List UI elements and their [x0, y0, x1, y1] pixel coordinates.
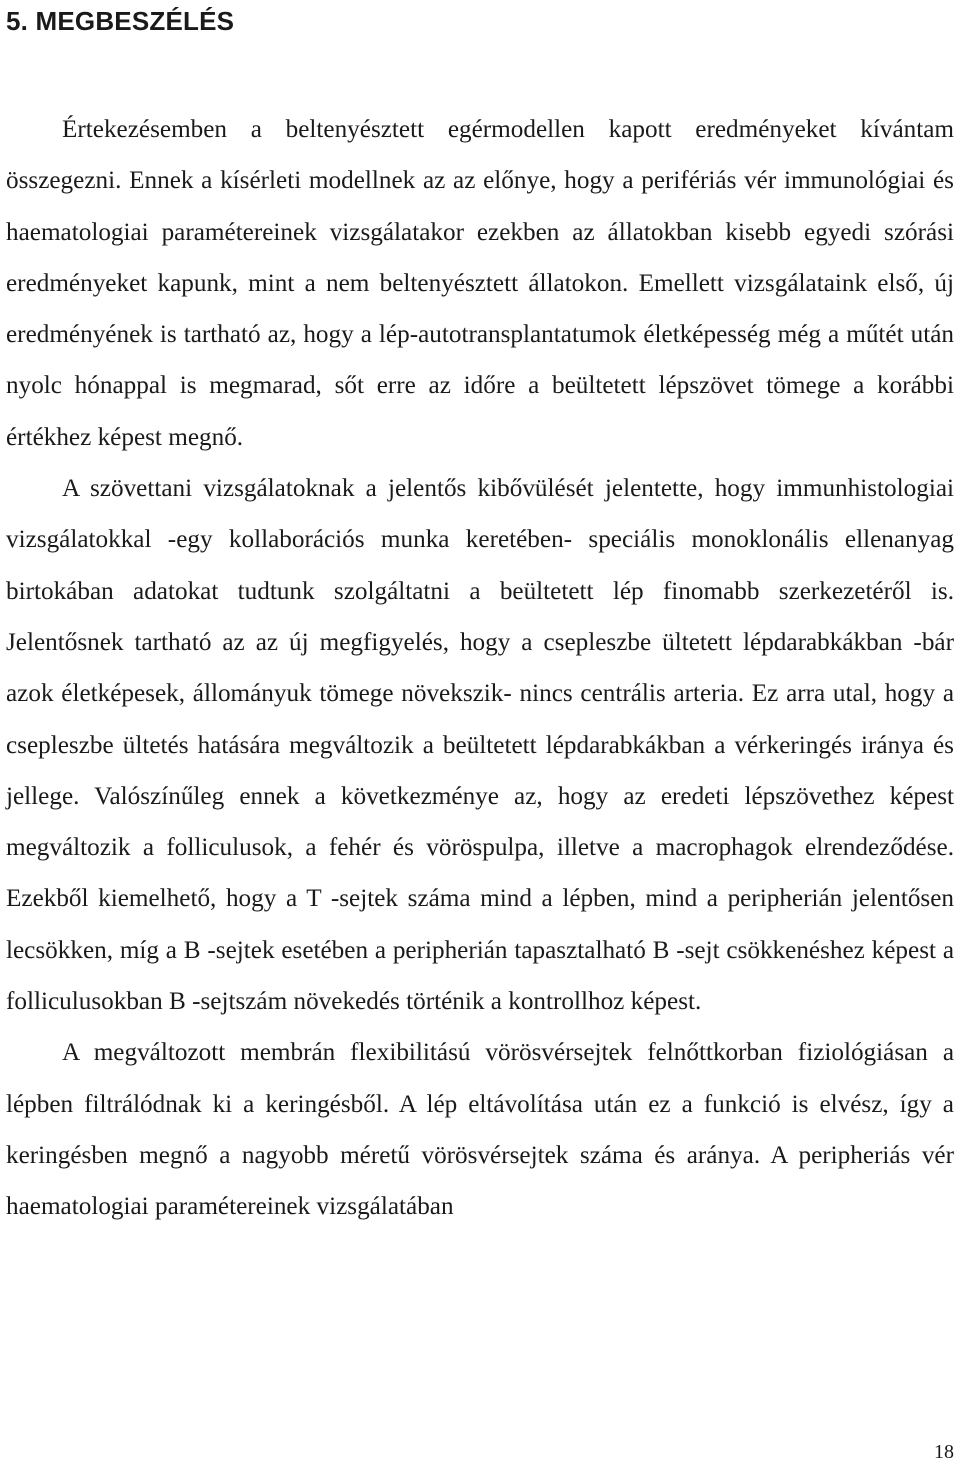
paragraph-3: A megváltozott membrán flexibilitású vörösvérsejtek felnőttkorban fiziológiásan a lépben filtrálódnak ki a keringésből. A lép eltávolítása után ez a funkció is elvész, így a keringésben megnő a nagyobb méretű vörösvérsejtek száma és aránya. A peripheriás vér haematologiai paramétereinek vizsgálatában [6, 1039, 954, 1221]
section-heading: 5. MEGBESZÉLÉS [6, 6, 235, 36]
paragraph-1: Értekezésemben a beltenyésztett egérmodellen kapott eredményeket kívántam összegezni. Ennek a kísérleti modellnek az az előnye, hogy a perifériás vér immunológiai és haematologiai paramétereinek vizsgálatakor ezekben az állatokban kisebb egyedi szórási eredményeket kapunk, mint a nem beltenyésztett állatokon. Emellett vizsgálataink első, új eredményének is tartható az, hogy a lép-autotransplantatumok életképesség még a műtét után nyolc hónappal is megmarad, sőt erre az időre a beültetett lépszövet tömege a korábbi értékhez képest megnő. [6, 116, 954, 451]
document-page [6, 0, 954, 1468]
paragraph-2: A szövettani vizsgálatoknak a jelentős kibővülését jelentette, hogy immunhistologiai vizsgálatokkal -egy kollaborációs munka keretében- speciális monoklonális ellenanyag birtokában adatokat tudtunk szolgáltatni a beültetett lép finomabb szerkezetéről is. Jelentősnek tartható az az új megfigyelés, hogy a csepleszbe ültetett lépdarabkákban -bár azok életképesek, állományuk tömege növekszik- nincs centrális arteria. Ez arra utal, hogy a csepleszbe ültetés hatására megváltozik a beültetett lépdarabkákban a vérkeringés iránya és jellege. Valószínűleg ennek a következménye az, hogy az eredeti lépszövethez képest megváltozik a folliculusok, a fehér és vöröspulpa, illetve a macrophagok elrendeződése. Ezekből kiemelhető, hogy a T -sejtek száma mind a lépben, mind a peripherián jelentősen lecsökken, míg a B -sejtek esetében a peripherián tapasztalható B -sejt csökkenéshez képest a folliculusokban B -sejtszám növekedés történik a kontrollhoz képest. [6, 475, 954, 1016]
body-text [6, 104, 954, 1233]
page-number: 18 [934, 1441, 954, 1463]
